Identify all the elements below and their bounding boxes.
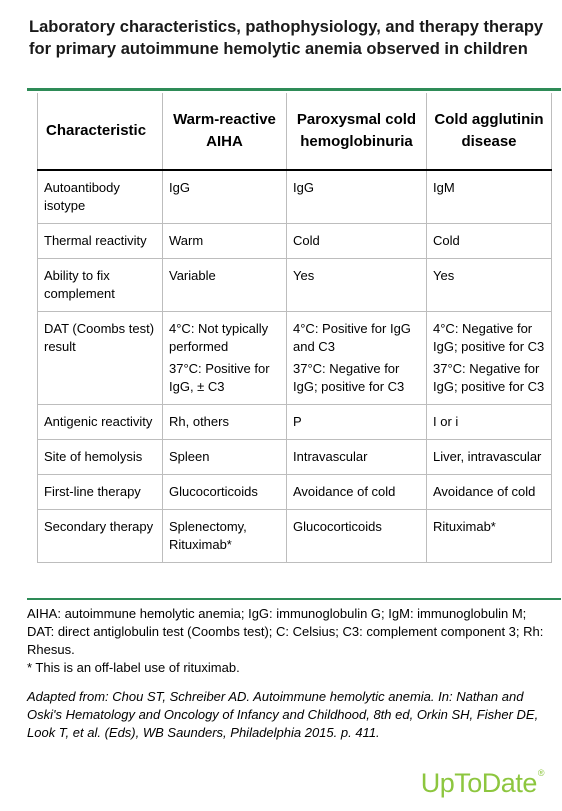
table-cell (163, 440, 287, 475)
table-header-row (38, 93, 552, 170)
table-top-rule (27, 88, 561, 91)
table-row (38, 312, 552, 405)
cell-text: Liver, intravascular (433, 449, 542, 464)
cell-text: IgG (169, 180, 190, 195)
cell-text: 37°C: Positive for IgG, ± C3 (169, 361, 270, 394)
table-cell (287, 312, 427, 405)
table-cell (287, 224, 427, 259)
row-label: First-line therapy (38, 475, 163, 510)
table-row (38, 259, 552, 312)
table-cell (163, 170, 287, 224)
table-row (38, 170, 552, 224)
cell-text: 4°C: Not typically performed (169, 321, 269, 354)
cell-text: 37°C: Negative for IgG; positive for C3 (433, 361, 545, 394)
row-label: Secondary therapy (38, 510, 163, 563)
table-cell (427, 405, 552, 440)
table-cell (427, 312, 552, 405)
cell-text: IgM (433, 180, 455, 195)
footnotes (27, 605, 552, 677)
cell-text: Yes (293, 268, 315, 283)
cell-text: Warm (169, 233, 204, 248)
cell-text: Cold (293, 233, 320, 248)
table-cell (163, 475, 287, 510)
cell-text: I or i (433, 414, 459, 429)
cell-text: Intravascular (293, 449, 368, 464)
table-cell (287, 475, 427, 510)
cell-text: Rh, others (169, 414, 229, 429)
cell-text: Variable (169, 268, 216, 283)
table-cell (427, 259, 552, 312)
cell-text: Splenectomy, Rituximab* (169, 519, 247, 552)
cell-text: P (293, 414, 302, 429)
brand-name: UpToDate (420, 768, 537, 798)
table-cell (427, 170, 552, 224)
cell-text: IgG (293, 180, 314, 195)
table-row (38, 475, 552, 510)
table-bottom-rule (27, 598, 561, 600)
cell-text: Avoidance of cold (433, 484, 536, 499)
table-cell (163, 259, 287, 312)
cell-text: 37°C: Negative for IgG; positive for C3 (293, 361, 405, 394)
cell-text: Avoidance of cold (293, 484, 396, 499)
table-cell (427, 224, 552, 259)
table-row (38, 405, 552, 440)
table-row (38, 510, 552, 563)
table-cell (163, 405, 287, 440)
cell-text: Cold (433, 233, 460, 248)
row-label: Ability to fix complement (38, 259, 163, 312)
table-row (38, 440, 552, 475)
cell-text: Yes (433, 268, 455, 283)
row-label: Thermal reactivity (38, 224, 163, 259)
header-warm-aiha: Warm-reactive AIHA (163, 93, 287, 170)
header-characteristic: Characteristic (38, 93, 163, 170)
characteristics-table (37, 93, 552, 563)
table-cell (287, 170, 427, 224)
cell-text: 4°C: Negative for IgG; positive for C3 (433, 321, 545, 354)
cell-text: Glucocorticoids (293, 519, 382, 534)
table-cell (163, 224, 287, 259)
table-cell (427, 440, 552, 475)
page-title: Laboratory characteristics, pathophysiology, and therapy therapy for primary autoimmune hemolytic anemia observed in children (29, 18, 544, 58)
cell-text: Spleen (169, 449, 210, 464)
table-cell (427, 510, 552, 563)
header-pch: Paroxysmal cold hemoglobinuria (287, 93, 427, 170)
header-cold-agglutinin: Cold agglutinin disease (427, 93, 552, 170)
row-label: Site of hemolysis (38, 440, 163, 475)
registered-mark: ® (537, 768, 544, 778)
off-label-note: * This is an off-label use of rituximab. (27, 660, 240, 675)
abbreviations-note: AIHA: autoimmune hemolytic anemia; IgG: immunoglobulin G; IgM: immunoglobulin M; DAT: direct antiglobulin test (Coombs test); C: Celsius; C3: complement component 3; Rh: Rhesus. (27, 606, 544, 657)
table-cell (163, 312, 287, 405)
row-label: DAT (Coombs test) result (38, 312, 163, 405)
table-row (38, 224, 552, 259)
table-cell (427, 475, 552, 510)
row-label: Antigenic reactivity (38, 405, 163, 440)
cell-text: 4°C: Positive for IgG and C3 (293, 321, 411, 354)
source-citation: Adapted from: Chou ST, Schreiber AD. Autoimmune hemolytic anemia. In: Nathan and Oski's Hematology and Oncology of Infancy and Childhood, 8th ed, Orkin SH, Fisher DE, Look T, et al. (Eds), WB Saunders, Philadelphia 2015. p. 411. (27, 689, 539, 740)
table-cell (287, 405, 427, 440)
cell-text: Rituximab* (433, 519, 496, 534)
table-cell (287, 440, 427, 475)
table-cell (163, 510, 287, 563)
uptodate-logo (421, 768, 544, 799)
cell-text: Glucocorticoids (169, 484, 258, 499)
table-cell (287, 259, 427, 312)
table-cell (287, 510, 427, 563)
row-label: Autoantibody isotype (38, 170, 163, 224)
